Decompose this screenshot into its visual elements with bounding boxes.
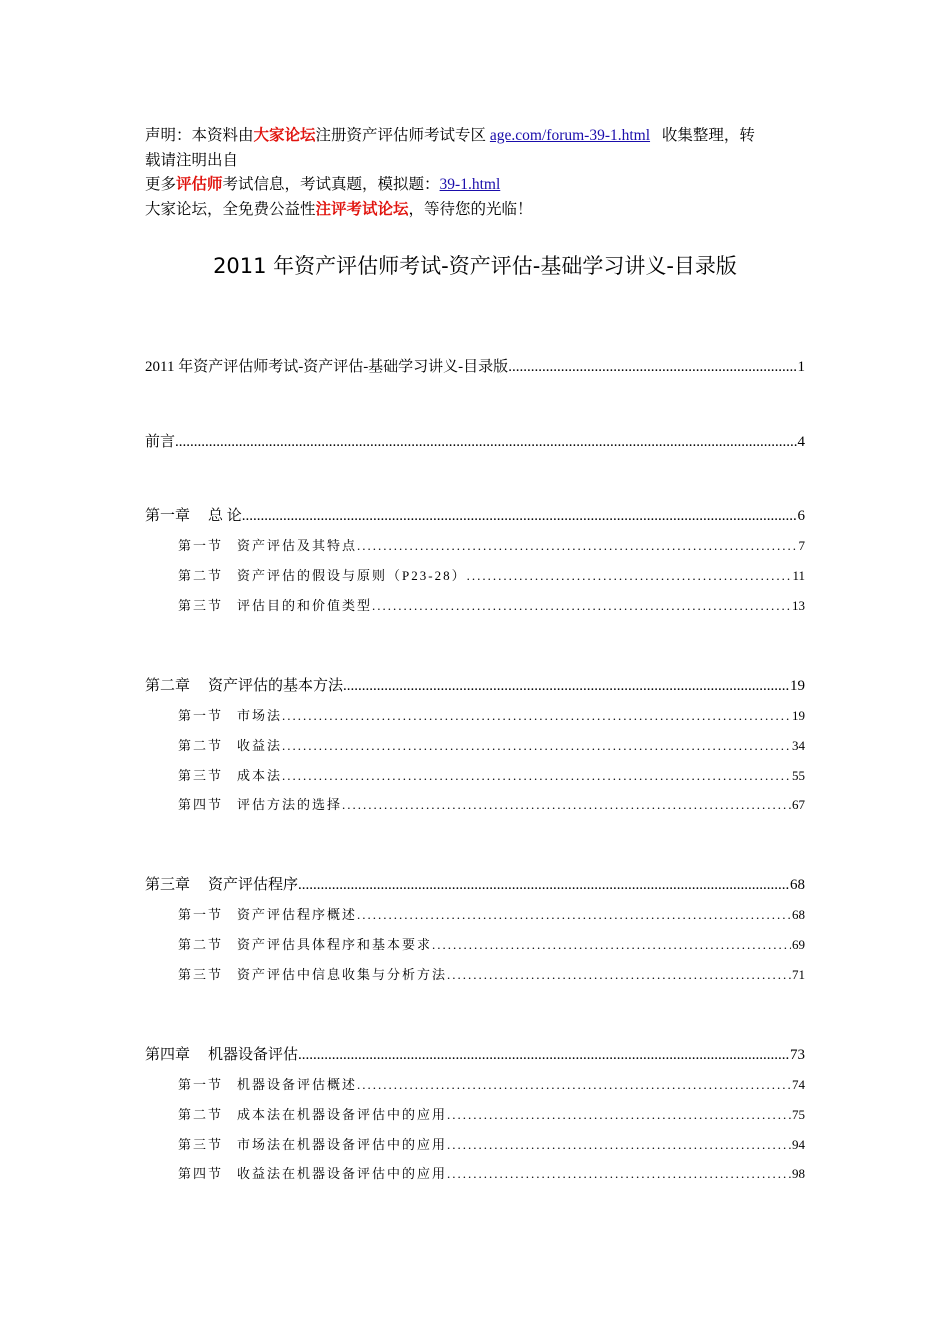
toc-entry-label: 2011 年资产评估师考试-资产评估-基础学习讲义-目录版 <box>145 359 509 375</box>
dot-leader <box>298 1047 789 1064</box>
section-title: 评估目的和价值类型 <box>237 597 373 613</box>
section-title: 机器设备评估概述 <box>237 1077 358 1092</box>
toc-chapter-entry[interactable] <box>145 1043 805 1064</box>
chapter-title: 资产评估程序 <box>208 877 299 893</box>
notice-text: ，等待您的光临！ <box>408 200 533 218</box>
page-number: 74 <box>792 1077 805 1092</box>
notice-line-2: 载请注明出自 <box>145 151 239 169</box>
dot-leader <box>242 508 797 525</box>
dot-leader <box>357 907 791 923</box>
dot-leader <box>447 1137 791 1153</box>
page-number: 1 <box>797 359 805 375</box>
dot-leader <box>432 937 791 953</box>
page-number: 69 <box>792 936 805 952</box>
section-title: 资产评估中信息收集与分析方法 <box>237 966 448 982</box>
section-number: 第二节 <box>178 737 224 753</box>
page-number: 71 <box>792 966 805 982</box>
dot-leader <box>447 967 791 983</box>
toc-section-entry[interactable] <box>178 934 805 953</box>
dot-leader <box>282 708 791 724</box>
section-number: 第四节 <box>178 797 224 813</box>
toc-entry-label: 前言 <box>145 434 176 450</box>
section-title: 收益法在机器设备评估中的应用 <box>237 1166 448 1182</box>
page-number: 75 <box>792 1106 805 1122</box>
page-number: 19 <box>792 708 805 723</box>
chapter-number: 第一章 <box>145 508 191 524</box>
section-number: 第一节 <box>178 1077 224 1092</box>
section-title: 收益法 <box>237 737 283 753</box>
exam-link[interactable]: 39-1.html <box>439 176 501 193</box>
page-number: 67 <box>792 797 805 813</box>
toc-entry[interactable] <box>145 355 805 376</box>
dot-leader <box>282 768 791 784</box>
dot-leader <box>357 538 797 554</box>
document-title: 2011 年资产评估师考试-资产评估-基础学习讲义-目录版 <box>213 254 737 278</box>
page-number: 34 <box>792 737 805 753</box>
toc-section-entry[interactable] <box>178 1163 805 1182</box>
section-title: 资产评估及其特点 <box>237 538 358 553</box>
page-number: 4 <box>797 434 805 450</box>
chapter-title: 总 论 <box>208 508 242 524</box>
section-title: 评估方法的选择 <box>237 797 343 813</box>
toc-section-entry[interactable] <box>178 794 805 813</box>
dot-leader <box>298 877 789 894</box>
dot-leader <box>343 678 789 695</box>
notice-text: 考试信息，考试真题，模拟题： <box>222 176 440 193</box>
toc-section-entry[interactable] <box>178 595 805 614</box>
chapter-number: 第二章 <box>145 678 191 694</box>
section-title: 市场法 <box>237 708 283 723</box>
page-number: 98 <box>792 1166 805 1182</box>
notice-text: 大家论坛，全免费公益性 <box>145 200 316 218</box>
section-number: 第二节 <box>178 1106 224 1122</box>
toc-section-entry[interactable] <box>178 705 805 724</box>
notice-text: 更多 <box>145 176 177 193</box>
toc-chapter-entry[interactable] <box>145 873 805 894</box>
dot-leader <box>447 1166 791 1182</box>
page-number: 7 <box>798 538 805 553</box>
section-title: 成本法 <box>237 767 283 783</box>
section-number: 第三节 <box>178 767 224 783</box>
section-title: 资产评估的假设与原则（P23-28） <box>237 567 467 583</box>
page-number: 13 <box>792 597 805 613</box>
section-number: 第一节 <box>178 538 224 553</box>
toc-section-entry[interactable] <box>178 1104 805 1123</box>
section-title: 资产评估具体程序和基本要求 <box>237 936 433 952</box>
dot-leader <box>372 598 791 614</box>
notice-line-4 <box>145 198 807 223</box>
notice-line-3 <box>145 173 807 198</box>
toc-section-entry[interactable] <box>178 565 805 584</box>
dot-leader <box>357 1077 791 1093</box>
toc-section-entry[interactable] <box>178 765 805 784</box>
section-title: 资产评估程序概述 <box>237 907 358 922</box>
dot-leader <box>467 568 792 584</box>
disclaimer-notice <box>145 124 807 222</box>
page-number: 55 <box>792 767 805 783</box>
toc-section-entry[interactable] <box>178 1074 805 1093</box>
notice-text: 注册资产评估师考试专区 <box>315 127 487 144</box>
toc-chapter-entry[interactable] <box>145 504 805 525</box>
chapter-title: 机器设备评估 <box>208 1047 299 1063</box>
section-number: 第一节 <box>178 708 224 723</box>
dot-leader <box>175 434 796 451</box>
page-number: 11 <box>792 567 805 583</box>
chapter-title: 资产评估的基本方法 <box>208 678 344 694</box>
forum-highlight: 注评考试论坛 <box>315 200 409 218</box>
chapter-number: 第四章 <box>145 1047 191 1063</box>
page-number: 94 <box>792 1136 805 1152</box>
toc-section-entry[interactable] <box>178 735 805 754</box>
toc-section-entry[interactable] <box>178 1134 805 1153</box>
dot-leader <box>342 797 791 813</box>
section-number: 第二节 <box>178 567 224 583</box>
notice-line-1 <box>145 124 807 149</box>
notice-text: 声明：本资料由 <box>145 127 254 144</box>
toc-section-entry[interactable] <box>178 964 805 983</box>
dot-leader <box>447 1107 791 1123</box>
section-number: 第四节 <box>178 1166 224 1182</box>
page-number: 68 <box>790 877 805 893</box>
forum-name-highlight: 大家论坛 <box>253 127 316 144</box>
dot-leader <box>508 359 796 376</box>
section-number: 第三节 <box>178 1136 224 1152</box>
page-number: 19 <box>790 678 805 694</box>
section-number: 第一节 <box>178 907 224 922</box>
chapter-number: 第三章 <box>145 877 191 893</box>
section-number: 第二节 <box>178 936 224 952</box>
exam-highlight: 评估师 <box>176 176 223 193</box>
page-number: 6 <box>797 508 805 524</box>
section-title: 市场法在机器设备评估中的应用 <box>237 1136 448 1152</box>
page-number: 68 <box>792 907 805 922</box>
forum-link[interactable]: age.com/forum-39-1.html <box>489 127 651 144</box>
notice-text: 收集整理，转 <box>661 127 755 144</box>
toc-chapter-entry[interactable] <box>145 674 805 695</box>
section-title: 成本法在机器设备评估中的应用 <box>237 1106 448 1122</box>
toc-entry[interactable] <box>145 430 805 451</box>
toc-section-entry[interactable] <box>178 535 805 554</box>
page-number: 73 <box>790 1047 805 1063</box>
section-number: 第三节 <box>178 597 224 613</box>
dot-leader <box>282 738 791 754</box>
toc-section-entry[interactable] <box>178 904 805 923</box>
section-number: 第三节 <box>178 966 224 982</box>
